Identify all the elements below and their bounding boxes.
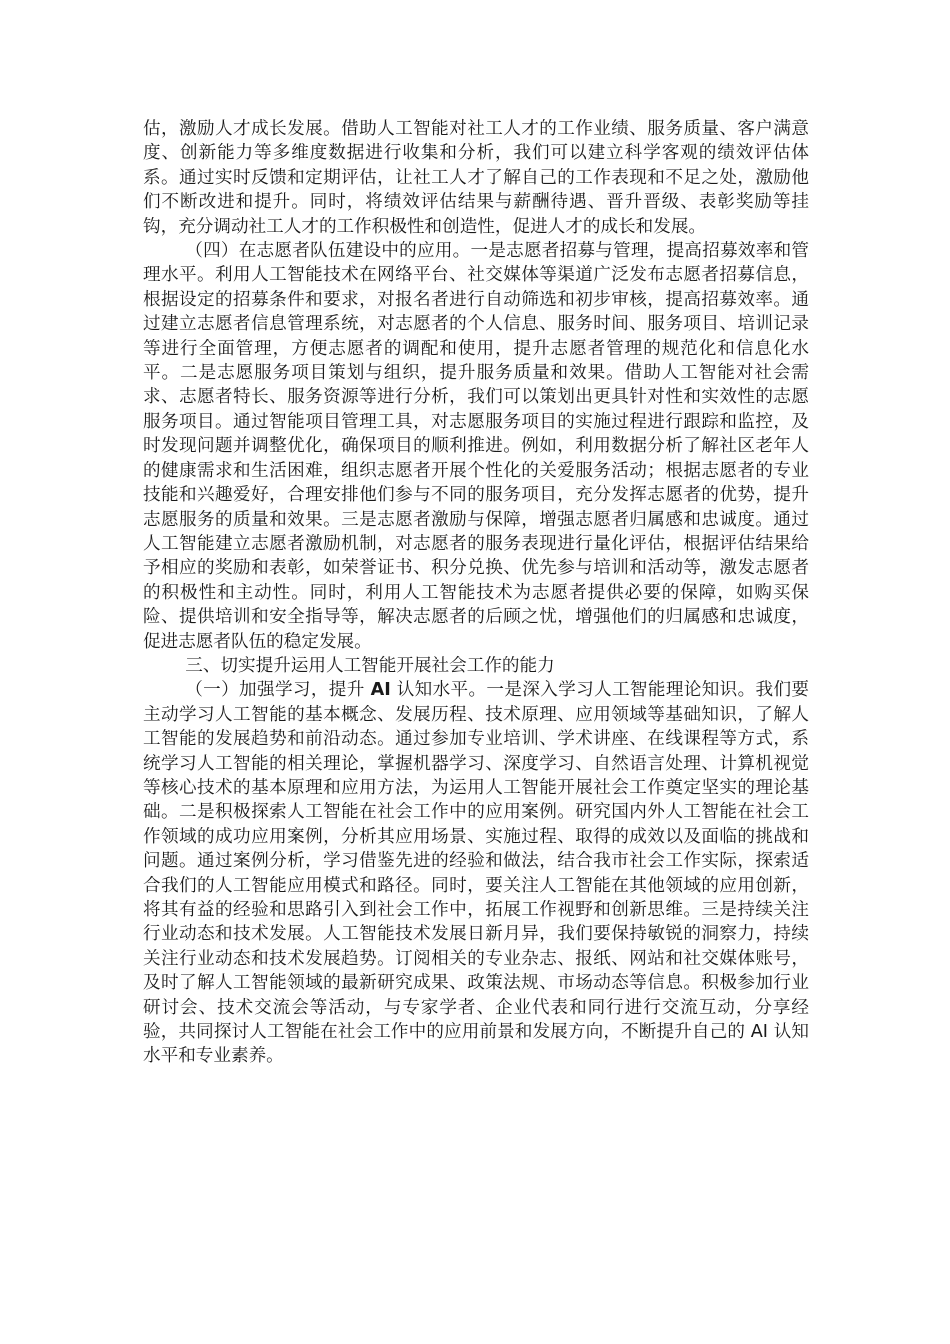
paragraph-continuation: 估，激励人才成长发展。借助人工智能对社工人才的工作业绩、服务质量、客户满意度、创新能力等多维度数据进行收集和分析，我们可以建立科学客观的绩效评估体系。通过实时反馈和定期评估，让社工人才了解自己的工作表现和不足之处，激励他们不断改进和提升。同时，将绩效评估结果与薪酬待遇、晋升晋级、表彰奖励等挂钩，充分调动社工人才的工作积极性和创造性，促进人才的成长和发展。 (143, 119, 809, 237)
paragraph-body-text: 认知水平。一是深入学习人工智能理论知识。我们要主动学习人工智能的基本概念、发展历程、技术原理、应用领域等基础知识，了解人工智能的发展趋势和前沿动态。通过参加专业培训、学术讲座、在线课程等方式，系统学习人工智能的相关理论，掌握机器学习、深度学习、自然语言处理、计算机视觉等核心技术的基本原理和应用方法，为运用人工智能开展社会工作奠定坚实的理论基础。二是积极探索人工智能在社会工作中的应用案例。研究国内外人工智能在社会工作领域的成功应用案例，分析其应用场景、实施过程、取得的成效以及面临的挑战和问题。通过案例分析，学习借鉴先进的经验和做法，结合我市社会工作实际，探索适合我们的人工智能应用模式和路径。同时，要关注人工智能在其他领域的应用创新，将其有益的经验和思路引入到社会工作中，拓展工作视野和创新思维。三是持续关注行业动态和技术发展。人工智能技术发展日新月异，我们要保持敏锐的洞察力，持续关注行业动态和技术发展趋势。订阅相关的专业杂志、报纸、网站和社交媒体账号，及时了解人工智能领域的最新研究成果、政策法规、市场动态等信息。积极参加行业研讨会、技术交流会等活动，与专家学者、企业代表和同行进行交流互动，分享经验，共同探讨人工智能在社会工作中的应用前景和发展方向，不断提升自己的 AI 认知水平和专业素养。 (143, 680, 809, 1067)
paragraph-lead-text: （一）加强学习，提升 (185, 680, 371, 701)
document-page (143, 117, 809, 1069)
paragraph-volunteer-application: （四）在志愿者队伍建设中的应用。一是志愿者招募与管理，提高招募效率和管理水平。利用人工智能技术在网络平台、社交媒体等渠道广泛发布志愿者招募信息，根据设定的招募条件和要求，对报名者进行自动筛选和初步审核，提高招募效率。通过建立志愿者信息管理系统，对志愿者的个人信息、服务时间、服务项目、培训记录等进行全面管理，方便志愿者的调配和使用，提升志愿者管理的规范化和信息化水平。二是志愿服务项目策划与组织，提升服务质量和效果。借助人工智能对社会需求、志愿者特长、服务资源等进行分析，我们可以策划出更具针对性和实效性的志愿服务项目。通过智能项目管理工具，对志愿服务项目的实施过程进行跟踪和监控，及时发现问题并调整优化，确保项目的顺利推进。例如，利用数据分析了解社区老年人的健康需求和生活困难，组织志愿者开展个性化的关爱服务活动；根据志愿者的专业技能和兴趣爱好，合理安排他们参与不同的服务项目，充分发挥志愿者的优势，提升志愿服务的质量和效果。三是志愿者激励与保障，增强志愿者归属感和忠诚度。通过人工智能建立志愿者激励机制，对志愿者的服务表现进行量化评估，根据评估结果给予相应的奖励和表彰，如荣誉证书、积分兑换、优先参与培训和活动等，激发志愿者的积极性和主动性。同时，利用人工智能技术为志愿者提供必要的保障，如购买保险、提供培训和安全指导等，解决志愿者的后顾之忧，增强他们的归属感和忠诚度，促进志愿者队伍的稳定发展。 (143, 241, 809, 652)
section-heading: 三、切实提升运用人工智能开展社会工作的能力 (185, 655, 555, 676)
ai-term: AI (370, 680, 391, 701)
paragraph-ai-learning (143, 678, 809, 1069)
